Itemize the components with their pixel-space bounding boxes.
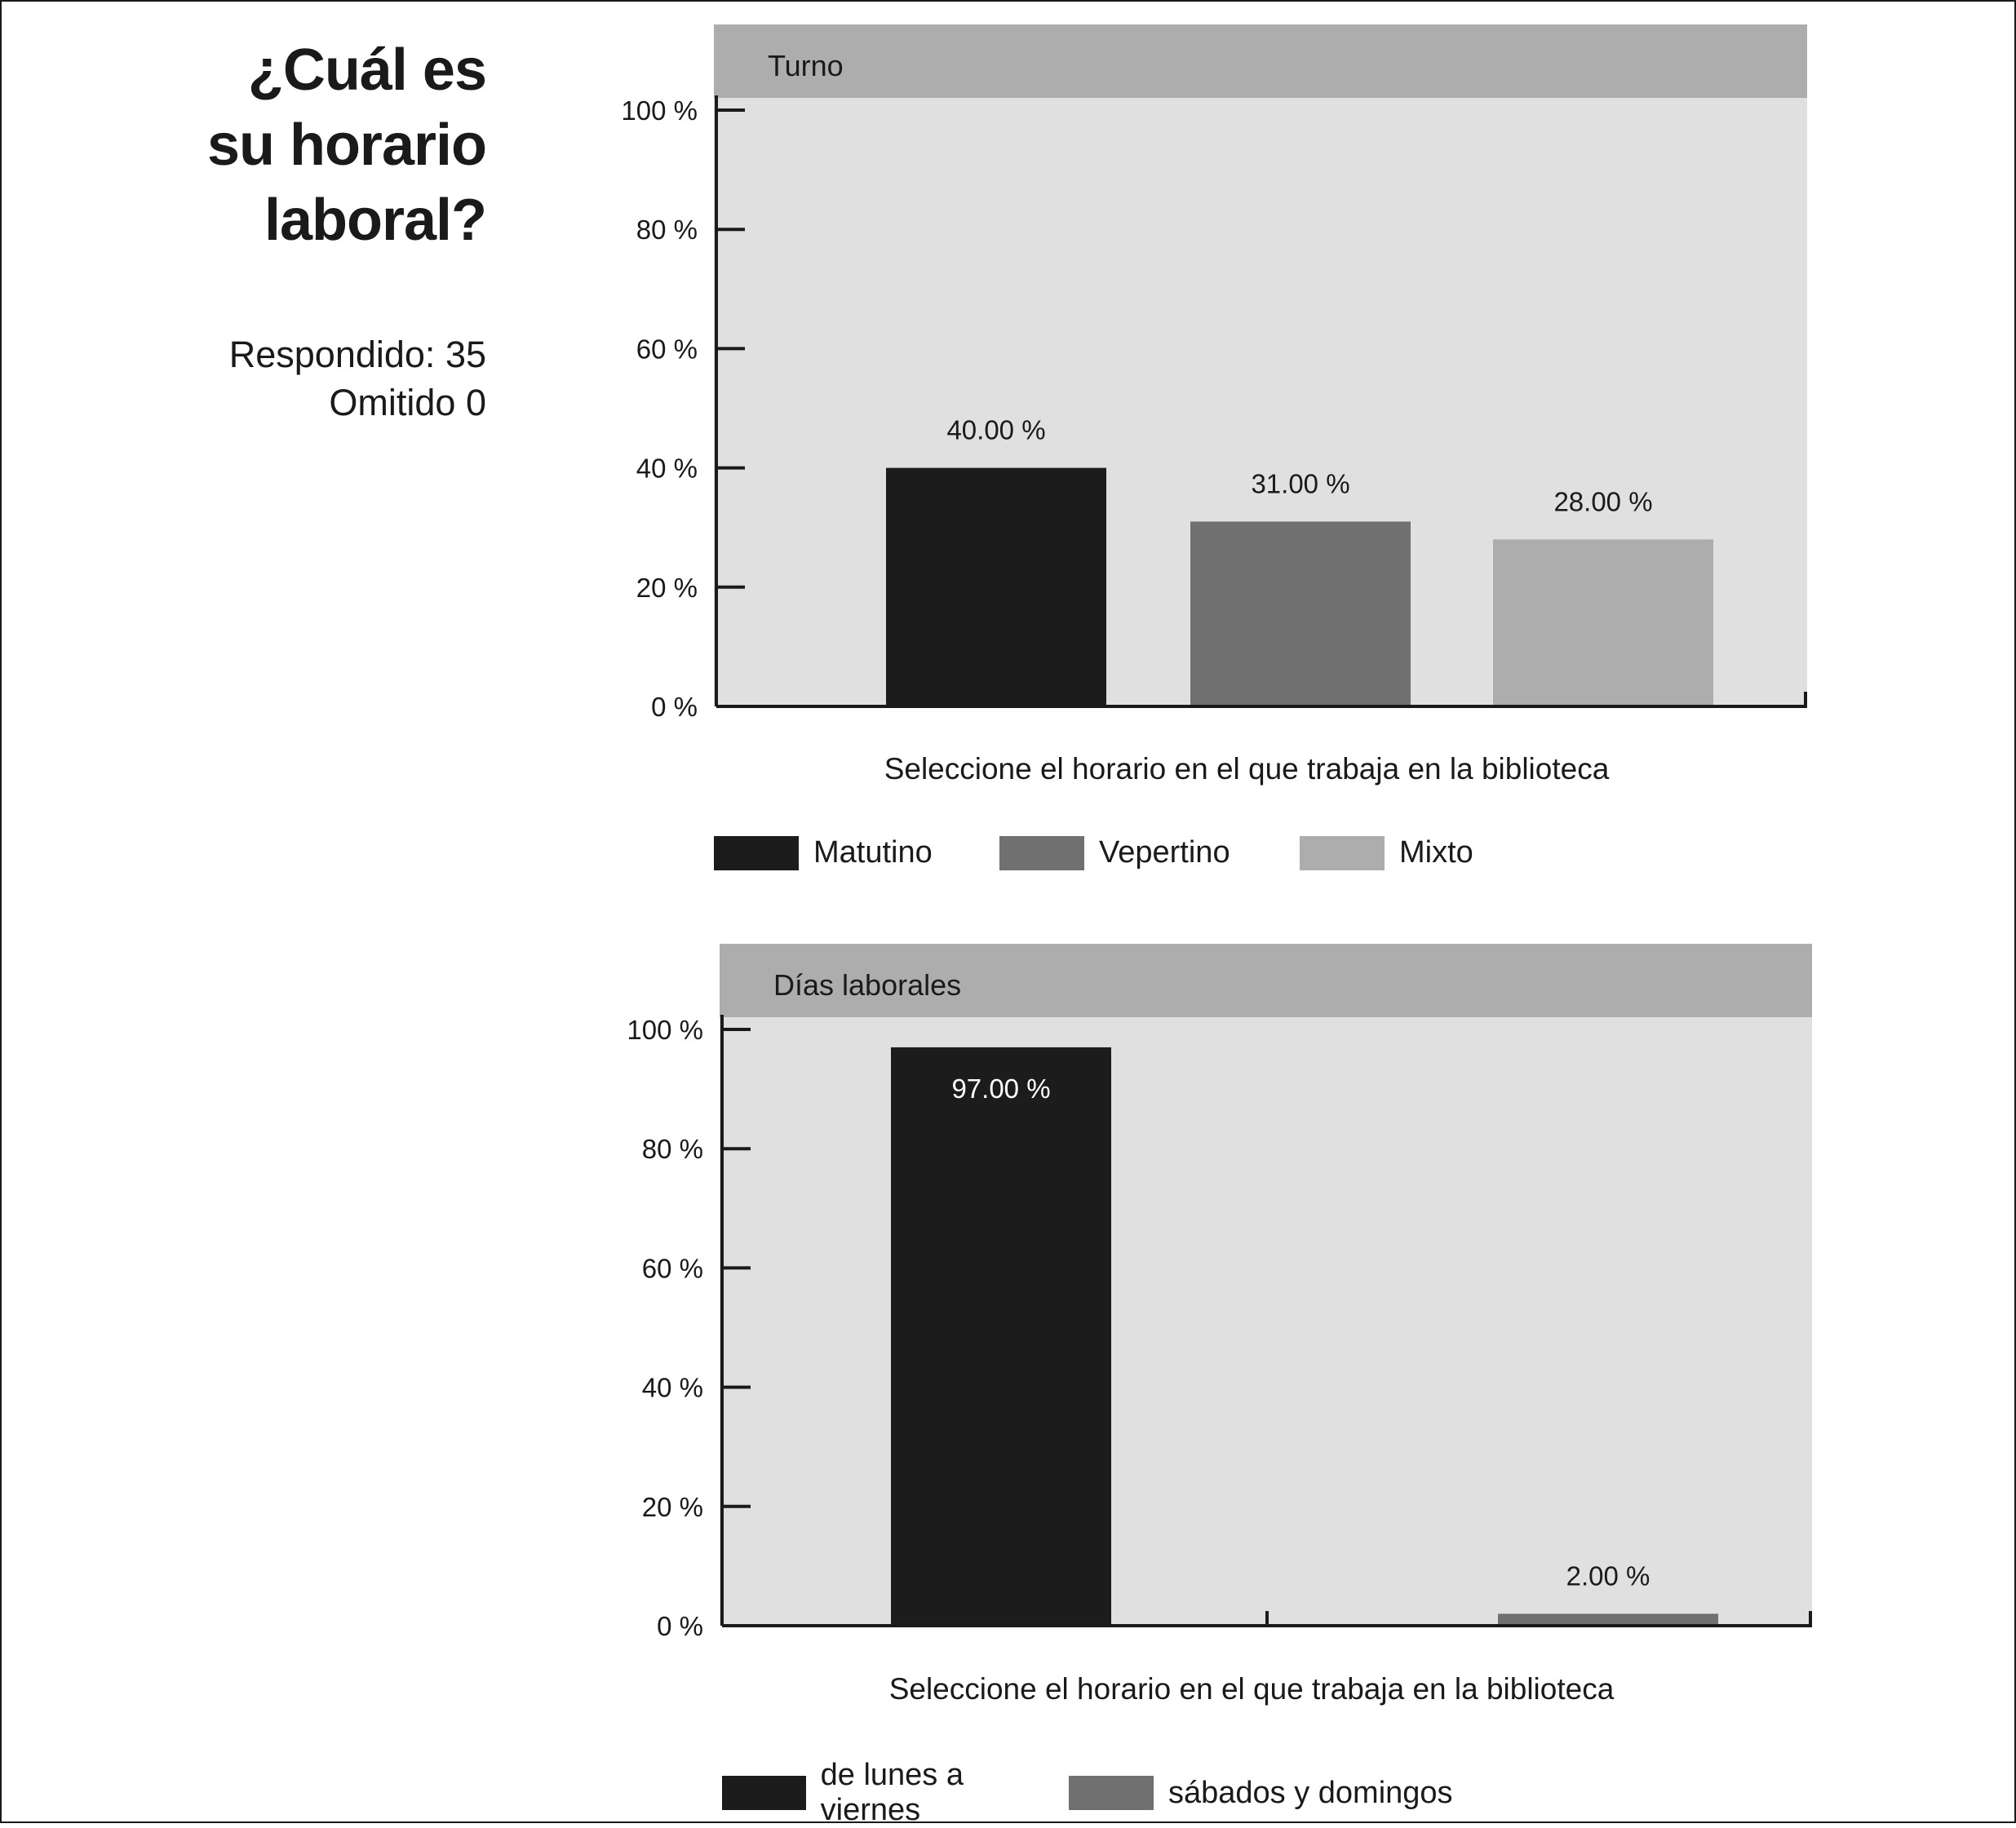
legend-label: Vepertino [1099, 835, 1230, 870]
dias-legend [722, 1758, 1453, 1828]
turno-bar-1 [1190, 521, 1411, 706]
legend-label: sábados y domingos [1168, 1775, 1453, 1810]
question-line: ¿Cuál es [247, 38, 486, 103]
dias-y-tick-label-0: 0 % [657, 1611, 703, 1641]
turno-y-tick-label-3: 60 % [636, 334, 698, 365]
turno-y-tick-label-5: 100 % [621, 95, 698, 126]
dias-bar-1 [1498, 1613, 1718, 1626]
legend-item-sabados-domingos [1069, 1776, 1453, 1811]
legend-swatch [1069, 1776, 1154, 1810]
dias-data-label-0: 97.00 % [951, 1073, 1051, 1104]
question-line: su horario [206, 113, 486, 178]
legend-swatch [999, 836, 1084, 870]
turno-y-tick-label-4: 80 % [636, 215, 698, 246]
dias-y-tick-label-5: 100 % [627, 1015, 703, 1045]
dias-y-tick-label-4: 80 % [641, 1134, 703, 1165]
legend-label: Matutino [813, 835, 933, 870]
dias-y-tick-label-2: 40 % [641, 1372, 703, 1403]
turno-y-tick-label-2: 40 % [636, 453, 698, 484]
turno-data-label-0: 40.00 % [946, 414, 1046, 445]
legend-label: Mixto [1399, 835, 1473, 870]
turno-chart-title: Turno [768, 49, 844, 82]
legend-item-vepertino [999, 835, 1300, 870]
legend-label: de lunes a viernes [820, 1758, 964, 1827]
legend-swatch [714, 836, 799, 870]
legend-item-mixto [1300, 835, 1473, 870]
turno-x-axis-label: Seleccione el horario en el que trabaja en la biblioteca [884, 752, 1610, 786]
dias-y-tick-label-3: 60 % [641, 1253, 703, 1284]
legend-item-lunes-viernes [722, 1758, 1069, 1828]
legend-swatch [722, 1776, 806, 1810]
dias-x-axis-label: Seleccione el horario en el que trabaja en la biblioteca [888, 1672, 1615, 1706]
legend-item-matutino [714, 835, 999, 870]
turno-y-tick-label-1: 20 % [636, 572, 698, 603]
turno-header-band [714, 24, 1807, 98]
skipped-count: Omitido 0 [329, 382, 486, 423]
dias-bar-0 [891, 1047, 1111, 1626]
turno-data-label-2: 28.00 % [1553, 486, 1653, 517]
answered-count: Respondido: 35 [228, 334, 486, 375]
question-line: laboral? [264, 188, 486, 253]
legend-swatch [1300, 836, 1385, 870]
turno-y-tick-label-0: 0 % [651, 692, 698, 722]
turno-bar-2 [1493, 539, 1713, 706]
dias-data-label-1: 2.00 % [1566, 1560, 1650, 1591]
turno-bar-0 [886, 468, 1106, 706]
dias-plot-background [720, 944, 1812, 1626]
dias-y-tick-label-1: 20 % [641, 1491, 703, 1522]
turno-data-label-1: 31.00 % [1251, 468, 1350, 499]
turno-legend [714, 835, 1473, 870]
dias-chart-title: Días laborales [773, 968, 962, 1002]
